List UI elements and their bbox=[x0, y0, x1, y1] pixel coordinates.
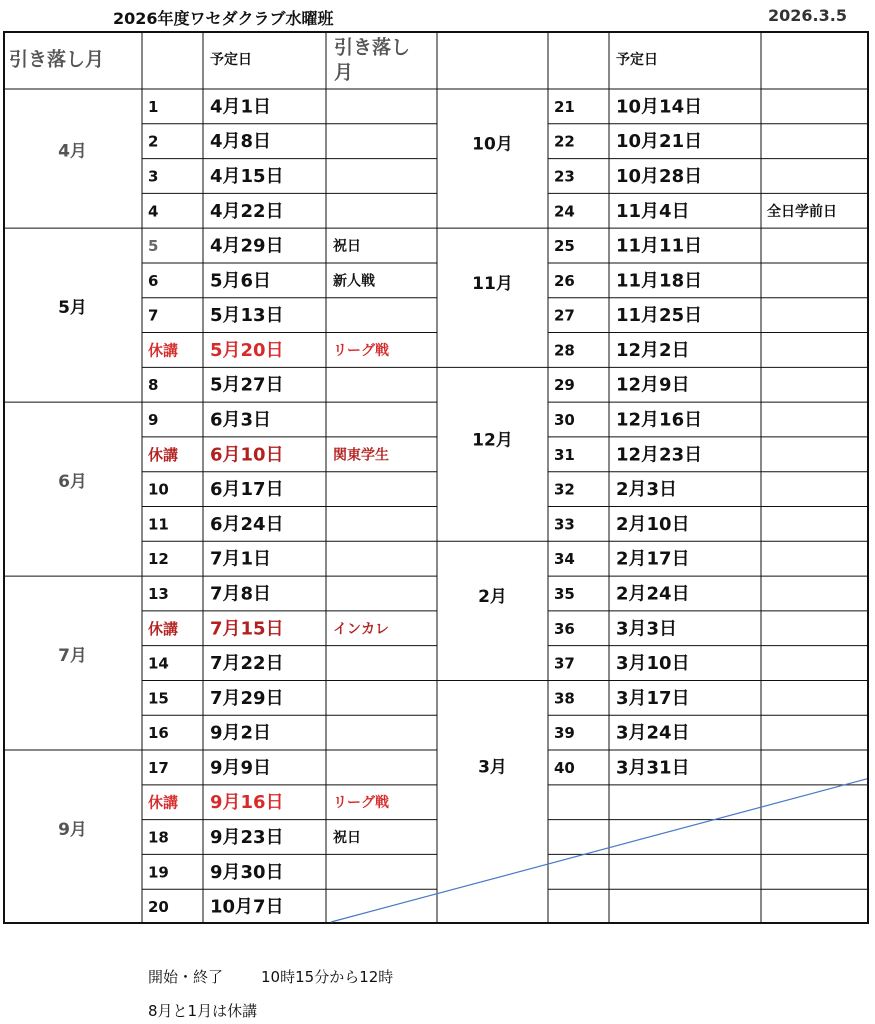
lesson-date: 7月22日 bbox=[210, 653, 284, 675]
lesson-number: 8 bbox=[148, 376, 159, 395]
month-label: 12月 bbox=[472, 430, 513, 451]
lesson-date: 5月13日 bbox=[210, 305, 284, 327]
month-label: 3月 bbox=[478, 757, 507, 778]
lesson-number: 15 bbox=[148, 689, 169, 708]
lesson-date: 3月31日 bbox=[616, 757, 690, 779]
lesson-date: 11月25日 bbox=[616, 305, 703, 327]
lesson-number: 3 bbox=[148, 167, 159, 186]
lesson-number: 5 bbox=[148, 237, 159, 256]
month-label: 9月 bbox=[58, 820, 87, 841]
lesson-number: 休講 bbox=[148, 619, 179, 638]
footer-time-label: 開始・終了 bbox=[148, 968, 224, 986]
month-label: 5月 bbox=[58, 298, 87, 319]
month-label: 6月 bbox=[58, 472, 87, 493]
lesson-date: 6月3日 bbox=[210, 409, 272, 431]
lesson-number: 24 bbox=[554, 202, 575, 221]
lesson-note: 祝日 bbox=[333, 238, 361, 255]
document-date: 2026.3.5 bbox=[768, 6, 847, 25]
lesson-number: 休講 bbox=[148, 445, 179, 464]
lesson-number: 9 bbox=[148, 411, 159, 430]
lesson-date: 6月10日 bbox=[210, 444, 284, 466]
lesson-date: 12月23日 bbox=[616, 444, 703, 466]
lesson-date: 12月9日 bbox=[616, 374, 690, 396]
lesson-date: 3月24日 bbox=[616, 722, 690, 744]
lesson-number: 4 bbox=[148, 202, 159, 221]
lesson-number: 10 bbox=[148, 480, 169, 499]
lesson-date: 7月29日 bbox=[210, 687, 284, 709]
lesson-number: 12 bbox=[148, 550, 169, 569]
lesson-number: 13 bbox=[148, 584, 169, 603]
lesson-note: リーグ戦 bbox=[333, 795, 389, 812]
lesson-number: 16 bbox=[148, 724, 169, 743]
lesson-date: 7月8日 bbox=[210, 583, 272, 605]
lesson-date: 6月17日 bbox=[210, 479, 284, 501]
lesson-date: 10月28日 bbox=[616, 165, 703, 187]
lesson-date: 9月2日 bbox=[210, 722, 272, 744]
empty-cells-diagonal bbox=[331, 779, 867, 922]
lesson-date: 4月8日 bbox=[210, 131, 272, 153]
lesson-number: 25 bbox=[554, 237, 575, 256]
lesson-date: 7月15日 bbox=[210, 618, 284, 640]
header-month-right-line2: 月 bbox=[334, 61, 354, 84]
lesson-date: 10月7日 bbox=[210, 896, 284, 918]
month-label: 2月 bbox=[478, 586, 507, 607]
month-label: 10月 bbox=[472, 134, 513, 155]
lesson-date: 4月22日 bbox=[210, 200, 284, 222]
lesson-note: 新人戦 bbox=[333, 273, 375, 290]
lesson-number: 30 bbox=[554, 411, 575, 430]
month-label: 11月 bbox=[472, 273, 513, 294]
schedule-table bbox=[3, 31, 869, 924]
lesson-date: 11月11日 bbox=[616, 235, 703, 257]
footer-closed-note: 8月と1月は休講 bbox=[148, 1002, 258, 1020]
lesson-date: 2月24日 bbox=[616, 583, 690, 605]
lesson-number: 7 bbox=[148, 306, 159, 325]
lesson-date: 9月9日 bbox=[210, 757, 272, 779]
lesson-date: 4月1日 bbox=[210, 96, 272, 118]
lesson-date: 9月30日 bbox=[210, 861, 284, 883]
lesson-number: 休講 bbox=[148, 341, 179, 360]
lesson-date: 3月17日 bbox=[616, 687, 690, 709]
header-scheduled-date: 予定日 bbox=[210, 52, 252, 68]
lesson-date: 7月1日 bbox=[210, 548, 272, 570]
lesson-number: 27 bbox=[554, 306, 575, 325]
lesson-note: 祝日 bbox=[333, 830, 361, 847]
lesson-number: 20 bbox=[148, 898, 169, 917]
lesson-date: 3月3日 bbox=[616, 618, 678, 640]
lesson-date: 11月18日 bbox=[616, 270, 703, 292]
lesson-number: 40 bbox=[554, 758, 575, 777]
lesson-number: 11 bbox=[148, 515, 169, 534]
lesson-date: 12月2日 bbox=[616, 339, 690, 361]
lesson-date: 5月27日 bbox=[210, 374, 284, 396]
lesson-number: 14 bbox=[148, 654, 169, 673]
lesson-note: インカレ bbox=[333, 621, 389, 638]
lesson-date: 2月3日 bbox=[616, 479, 678, 501]
lesson-date: 5月20日 bbox=[210, 339, 284, 361]
lesson-number: 36 bbox=[554, 619, 575, 638]
lesson-number: 39 bbox=[554, 724, 575, 743]
lesson-number: 21 bbox=[554, 97, 575, 116]
lesson-note: 全日学前日 bbox=[767, 203, 837, 220]
lesson-number: 37 bbox=[554, 654, 575, 673]
lesson-note: リーグ戦 bbox=[333, 342, 389, 359]
lesson-number: 17 bbox=[148, 758, 169, 777]
lesson-date: 5月6日 bbox=[210, 270, 272, 292]
lesson-number: 33 bbox=[554, 515, 575, 534]
lesson-number: 休講 bbox=[148, 793, 179, 812]
lesson-date: 2月10日 bbox=[616, 513, 690, 535]
lesson-number: 35 bbox=[554, 584, 575, 603]
lesson-number: 31 bbox=[554, 445, 575, 464]
lesson-number: 1 bbox=[148, 97, 159, 116]
lesson-number: 6 bbox=[148, 271, 159, 290]
header-month-right-line1: 引き落し bbox=[334, 36, 411, 59]
header-month: 引き落し月 bbox=[9, 48, 105, 71]
lesson-number: 2 bbox=[148, 132, 159, 151]
lesson-number: 23 bbox=[554, 167, 575, 186]
lesson-number: 18 bbox=[148, 828, 169, 847]
lesson-date: 9月23日 bbox=[210, 827, 284, 849]
footer-time-line bbox=[148, 966, 393, 987]
footer-time-value: 10時15分から12時 bbox=[261, 968, 394, 986]
lesson-date: 12月16日 bbox=[616, 409, 703, 431]
month-label: 7月 bbox=[58, 646, 87, 667]
lesson-date: 10月21日 bbox=[616, 131, 703, 153]
lesson-number: 19 bbox=[148, 863, 169, 882]
lesson-date: 3月10日 bbox=[616, 653, 690, 675]
header-scheduled-date-right: 予定日 bbox=[616, 52, 658, 68]
page-title: 2026年度ワセダクラブ水曜班 bbox=[113, 9, 334, 28]
month-label: 4月 bbox=[58, 141, 87, 162]
table-frame bbox=[4, 32, 868, 923]
lesson-number: 29 bbox=[554, 376, 575, 395]
lesson-number: 22 bbox=[554, 132, 575, 151]
lesson-note: 関東学生 bbox=[333, 447, 389, 464]
lesson-date: 11月4日 bbox=[616, 200, 690, 222]
lesson-date: 6月24日 bbox=[210, 513, 284, 535]
lesson-number: 32 bbox=[554, 480, 575, 499]
lesson-date: 10月14日 bbox=[616, 96, 703, 118]
lesson-number: 28 bbox=[554, 341, 575, 360]
lesson-number: 38 bbox=[554, 689, 575, 708]
lesson-date: 4月15日 bbox=[210, 165, 284, 187]
lesson-date: 9月16日 bbox=[210, 792, 284, 814]
lesson-number: 34 bbox=[554, 550, 575, 569]
lesson-number: 26 bbox=[554, 271, 575, 290]
lesson-date: 4月29日 bbox=[210, 235, 284, 257]
lesson-date: 2月17日 bbox=[616, 548, 690, 570]
